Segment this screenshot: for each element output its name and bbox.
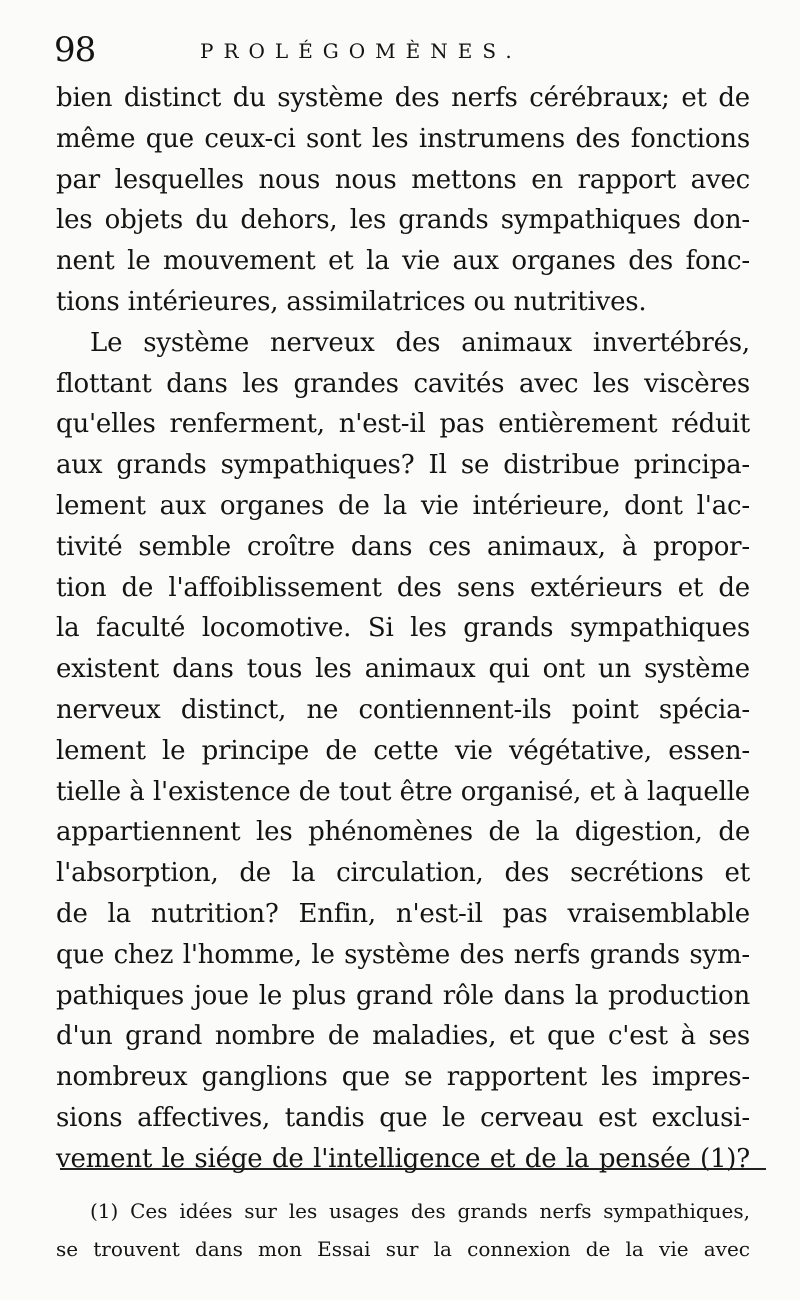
text-line: nent le mouvement et la vie aux organes des fonc- (56, 246, 750, 277)
text-line: de la nutrition? Enfin, n'est-il pas vraisemblable (56, 898, 750, 929)
text-line: d'un grand nombre de maladies, et que c'est à ses (56, 1021, 750, 1052)
text-line: tielle à l'existence de tout être organisé, et à laquelle (56, 776, 750, 807)
text-line: nerveux distinct, ne contiennent-ils point spécia- (56, 694, 750, 725)
footnotes (56, 1192, 750, 1268)
text-line: lement le principe de cette vie végétative, essen- (56, 735, 750, 766)
text-line: tivité semble croître dans ces animaux, à propor- (56, 531, 750, 562)
text-line: aux grands sympathiques? Il se distribue principa- (56, 450, 750, 481)
text-line: appartiennent les phénomènes de la digestion, de (56, 817, 750, 848)
body-text (56, 78, 750, 1180)
text-line: vement le siége de l'intelligence et de la pensée (1)? (56, 1143, 750, 1174)
page-number: 98 (54, 30, 96, 70)
text-line: existent dans tous les animaux qui ont un système (56, 654, 750, 685)
text-line: lement aux organes de la vie intérieure, dont l'ac- (56, 490, 750, 521)
text-line: nombreux ganglions que se rapportent les impres- (56, 1062, 750, 1093)
paragraph-start-line: Le système nerveux des animaux invertébrés, (90, 327, 750, 358)
running-title: PROLÉGOMÈNES. (200, 39, 522, 63)
text-line: que chez l'homme, le système des nerfs grands sym- (56, 939, 750, 970)
footnote-divider (60, 1168, 766, 1170)
text-line: pathiques joue le plus grand rôle dans la production (56, 980, 750, 1011)
text-line: flottant dans les grandes cavités avec les viscères (56, 368, 750, 399)
text-line: qu'elles renferment, n'est-il pas entièrement réduit (56, 409, 750, 440)
text-line: même que ceux-ci sont les instrumens des fonctions (56, 123, 750, 154)
text-line: bien distinct du système des nerfs cérébraux; et de (56, 83, 750, 113)
text-line: tions intérieures, assimilatrices ou nutritives. (56, 286, 647, 317)
footnote-line: (1) Ces idées sur les usages des grands nerfs sympathiques, (90, 1199, 750, 1223)
footnote-line: se trouvent dans mon Essai sur la connexion de la vie avec (56, 1237, 750, 1261)
text-line: l'absorption, de la circulation, des secrétions et (56, 858, 750, 889)
text-line: sions affectives, tandis que le cerveau est exclusi- (56, 1102, 750, 1133)
text-line: tion de l'affoiblissement des sens extérieurs et de (56, 572, 750, 603)
text-line: la faculté locomotive. Si les grands sympathiques (56, 613, 750, 644)
page-header (40, 28, 780, 72)
text-line: par lesquelles nous nous mettons en rapport avec (56, 164, 750, 195)
text-line: les objets du dehors, les grands sympathiques don- (56, 205, 750, 236)
